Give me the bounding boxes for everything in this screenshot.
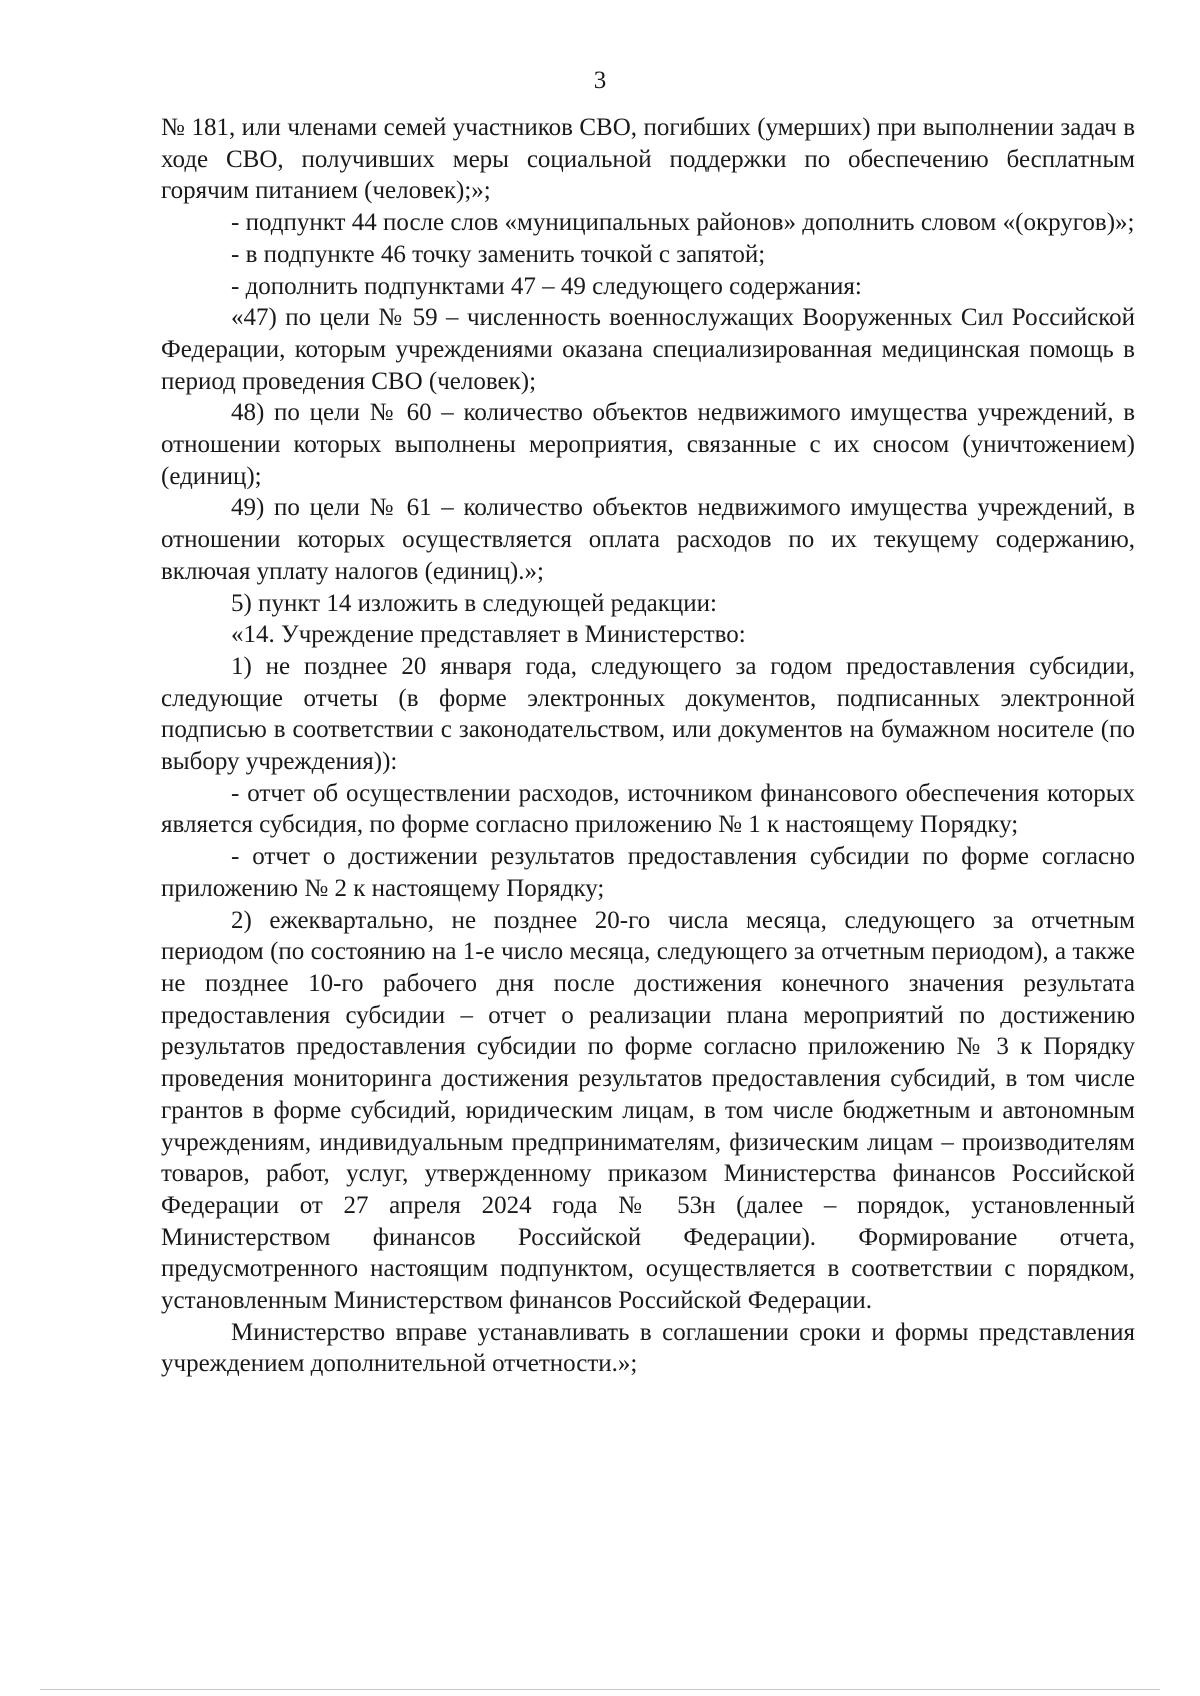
paragraph-report-results: - отчет о достижении результатов предоставления субсидии по форме согласно приложению № 2 к настоящему Порядку; (161, 843, 1135, 902)
paragraph-subpoint-2: 2) ежеквартально, не позднее 20-го числа месяца, следующего за отчетным периодом (по состоянию на 1-е число месяца, следующего за отчетным периодом), а также не позднее 10-го рабочего дня после достижения конечного значения результата предоставления субсидии – отчет о реализации плана мероприятий по достижению результатов предоставления субсидии по форме согласно приложению № 3 к Порядку проведения мониторинга достижения результатов предоставления субсидий, в том числе грантов в форме субсидий, юридическим лицам, в том числе бюджетным и автономным учреждениям, индивидуальным предпринимателям, физическим лицам – производителям товаров, работ, услуг, утвержденному приказом Министерства финансов Российской Федерации от 27 апреля 2024 года № 53н (далее – порядок, установленный Министерством финансов Российской Федерации). Формирование отчета, предусмотренного настоящим подпунктом, осуществляется в соответствии с порядком, установленным Министерством финансов Российской Федерации. (161, 906, 1135, 1315)
paragraph-subpoint-1: 1) не позднее 20 января года, следующего за годом предоставления субсидии, следующие отчеты (в форме электронных документов, подписанных электронной подписью в соответствии с законодательством, или документов на бумажном носителе (по выбору учреждения)): (161, 652, 1135, 776)
paragraph-report-expenses: - отчет об осуществлении расходов, источником финансового обеспечения которых является субсидия, по форме согласно приложению № 1 к настоящему Порядку; (161, 779, 1135, 839)
paragraph-point-5: 5) пункт 14 изложить в следующей редакции: (231, 589, 717, 617)
paragraph-continuation: № 181, или членами семей участников СВО, погибших (умерших) при выполнении задач в ходе СВО, получивших меры социальной поддержки по обеспечению бесплатным горячим питанием (человек);»; (161, 114, 1135, 205)
document-body (161, 112, 1135, 1380)
paragraph-add-subitems: - дополнить подпунктами 47 – 49 следующего содержания: (231, 272, 862, 300)
page-number: 3 (593, 67, 607, 94)
paragraph-item-48: 48) по цели № 60 – количество объектов недвижимого имущества учреждений, в отношении которых выполнены мероприятия, связанные с их сносом (уничтожением) (единиц); (161, 399, 1135, 490)
paragraph-subitem-44: - подпункт 44 после слов «муниципальных районов» дополнить словом «(округов)»; (231, 209, 1135, 237)
paragraph-ministry-rights: Министерство вправе устанавливать в соглашении сроки и формы представления учреждением дополнительной отчетности.»; (161, 1318, 1135, 1378)
paragraph-subitem-46: - в подпункте 46 точку заменить точкой с запятой; (231, 240, 766, 268)
paragraph-item-47: «47) по цели № 59 – численность военнослужащих Вооруженных Сил Российской Федерации, которым учреждениями оказана специализированная медицинская помощь в период проведения СВО (человек); (161, 304, 1135, 395)
footer-rule (40, 1689, 1160, 1690)
paragraph-point-14: «14. Учреждение представляет в Министерство: (231, 621, 746, 649)
paragraph-item-49: 49) по цели № 61 – количество объектов недвижимого имущества учреждений, в отношении которых осуществляется оплата расходов по их текущему содержанию, включая уплату налогов (единиц).»; (161, 494, 1135, 585)
